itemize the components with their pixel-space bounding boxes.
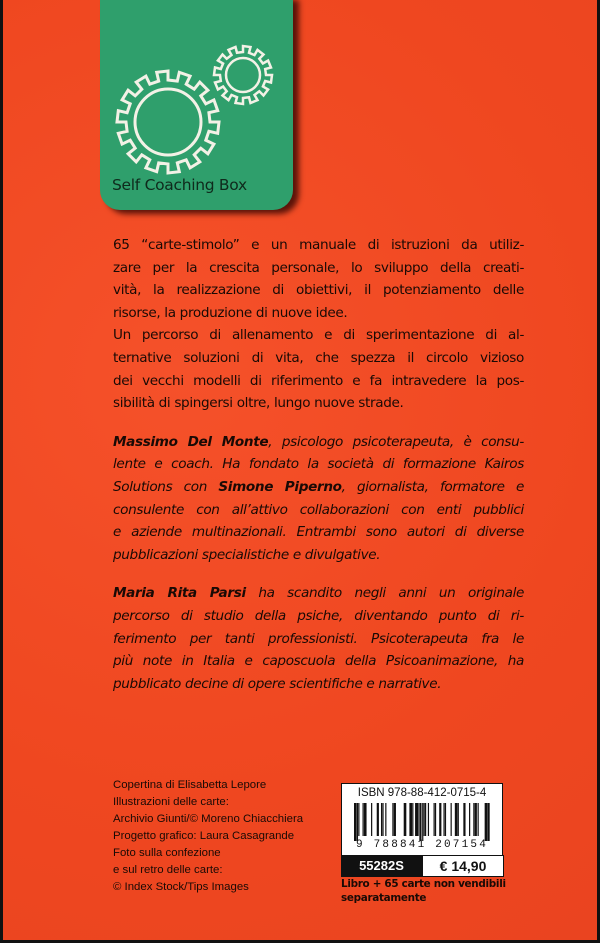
- text: ha scandito negli anni un originale: [245, 585, 525, 602]
- intro-paragraph: [113, 234, 524, 415]
- barcode-bar: [458, 803, 459, 836]
- text-line: e aziende multinazionali. Entrambi sono autori di diverse: [113, 524, 524, 541]
- barcode-bar: [381, 803, 382, 836]
- sale-note: [341, 877, 506, 905]
- barcode-bar: [443, 803, 444, 836]
- text-line: ferimento per tanti professionisti. Psicoterapeuta fra le: [113, 630, 524, 647]
- text-line: pubblicato decine di opere scientifiche e narrative.: [113, 675, 442, 692]
- barcode-bar: [469, 803, 470, 836]
- barcode-bar: [412, 803, 413, 836]
- curator-bio: [113, 582, 524, 695]
- text-line: zare per la crescita personale, lo sviluppo della creati-: [113, 259, 524, 276]
- barcode-bar: [487, 803, 489, 841]
- credit-line: © Index Stock/Tips Images: [113, 881, 249, 893]
- barcode-bar: [435, 803, 436, 836]
- text: , giornalista, formatore e: [341, 478, 524, 495]
- barcode-bar: [355, 803, 356, 841]
- gear-ring: [135, 89, 201, 155]
- barcode-bar: [445, 803, 446, 836]
- barcode-bar: [371, 803, 372, 836]
- barcode-bar: [411, 803, 412, 836]
- author-name: Massimo Del Monte: [113, 433, 269, 450]
- text-line: vità, la realizzazione di obiettivi, il potenziamento delle: [113, 282, 524, 299]
- author-name: Simone Piperno: [218, 478, 342, 495]
- barcode-bar: [405, 803, 406, 836]
- series-title: Self Coaching Box: [112, 176, 247, 194]
- barcode-bar: [363, 803, 364, 836]
- series-badge: [100, 0, 293, 210]
- barcode-bar: [486, 803, 487, 841]
- text-line: risorse, la produzione di nuove idee.: [113, 304, 348, 321]
- isbn-label: ISBN 978-88-412-0715-4: [357, 787, 487, 799]
- text: Solutions con: [113, 478, 219, 495]
- text-line: ternative soluzioni di vita, che spezza il circolo vizioso: [113, 349, 524, 366]
- gear-teeth: [214, 46, 272, 104]
- barcode-bar: [456, 803, 457, 836]
- barcode-bar: [451, 803, 452, 836]
- barcode-bar: [419, 803, 421, 841]
- credits: [113, 777, 303, 896]
- book-back-cover: [3, 0, 597, 940]
- barcode-bar: [382, 803, 383, 836]
- text-line: più note in Italia e caposcuola della Psicoanimazione, ha: [113, 653, 524, 670]
- barcode-bar: [394, 803, 396, 836]
- credit-line: Illustrazioni delle carte:: [113, 796, 229, 808]
- credit-line: Progetto grafico: Laura Casagrande: [113, 830, 295, 842]
- note-line: separatamente: [341, 892, 427, 904]
- barcode-bar: [357, 803, 358, 841]
- barcode-bar: [428, 803, 429, 836]
- barcode-bar: [422, 803, 423, 841]
- price: € 14,90: [422, 855, 504, 877]
- barcode-bar: [473, 803, 474, 836]
- barcode-box: [341, 783, 503, 856]
- credit-line: e sul retro delle carte:: [113, 864, 223, 876]
- text-line: percorso di studio della psiche, diventando punto di ri-: [113, 607, 524, 624]
- barcode-bar: [392, 803, 393, 836]
- authors-bio: [113, 431, 524, 567]
- barcode-bar: [424, 803, 425, 836]
- text-line: sibilità di spingersi oltre, lungo nuove strade.: [113, 395, 404, 412]
- barcode-bar: [463, 803, 465, 836]
- text-line: dei vecchi modelli di riferimento e fa intravedere la pos-: [113, 372, 524, 389]
- barcode-bar: [439, 803, 441, 836]
- credit-line: Copertina di Elisabetta Lepore: [113, 779, 267, 791]
- text-line: consulente con all’attivo collaborazioni con enti pubblici: [113, 501, 524, 518]
- text-line: pubblicazioni specialistiche e divulgative.: [113, 546, 381, 563]
- gear-teeth: [117, 71, 219, 173]
- text-line: lente e coach. Ha fondato la società di formazione Kairos: [113, 456, 524, 473]
- barcode-bar: [416, 803, 418, 836]
- barcode-bar: [385, 803, 386, 836]
- barcode-bar: [475, 803, 477, 836]
- text-line: 65 “carte-stimolo” e un manuale di istruzioni da utiliz-: [113, 237, 524, 253]
- credit-line: Foto sulla confezione: [113, 847, 221, 859]
- barcode-bar: [365, 803, 366, 836]
- text-line: Un percorso di allenamento e di sperimentazione di al-: [113, 327, 524, 344]
- description: [113, 234, 524, 695]
- barcode-icon: [352, 803, 492, 841]
- author-name: Maria Rita Parsi: [113, 585, 246, 602]
- credit-line: Archivio Giunti/© Moreno Chiacchiera: [113, 813, 304, 825]
- barcode-bar: [358, 803, 359, 836]
- barcode-bar: [434, 803, 435, 836]
- ean-digits: 9 788841 207154: [355, 839, 489, 851]
- barcode-bar: [425, 803, 426, 836]
- gear-ring: [226, 58, 260, 92]
- note-line: Libro + 65 carte non vendibili: [341, 878, 506, 890]
- text: , psicologo psicoterapeuta, è consu-: [268, 433, 524, 450]
- product-code: 55282S: [341, 855, 422, 877]
- barcode-bar: [377, 803, 379, 836]
- barcode-bar: [478, 803, 479, 836]
